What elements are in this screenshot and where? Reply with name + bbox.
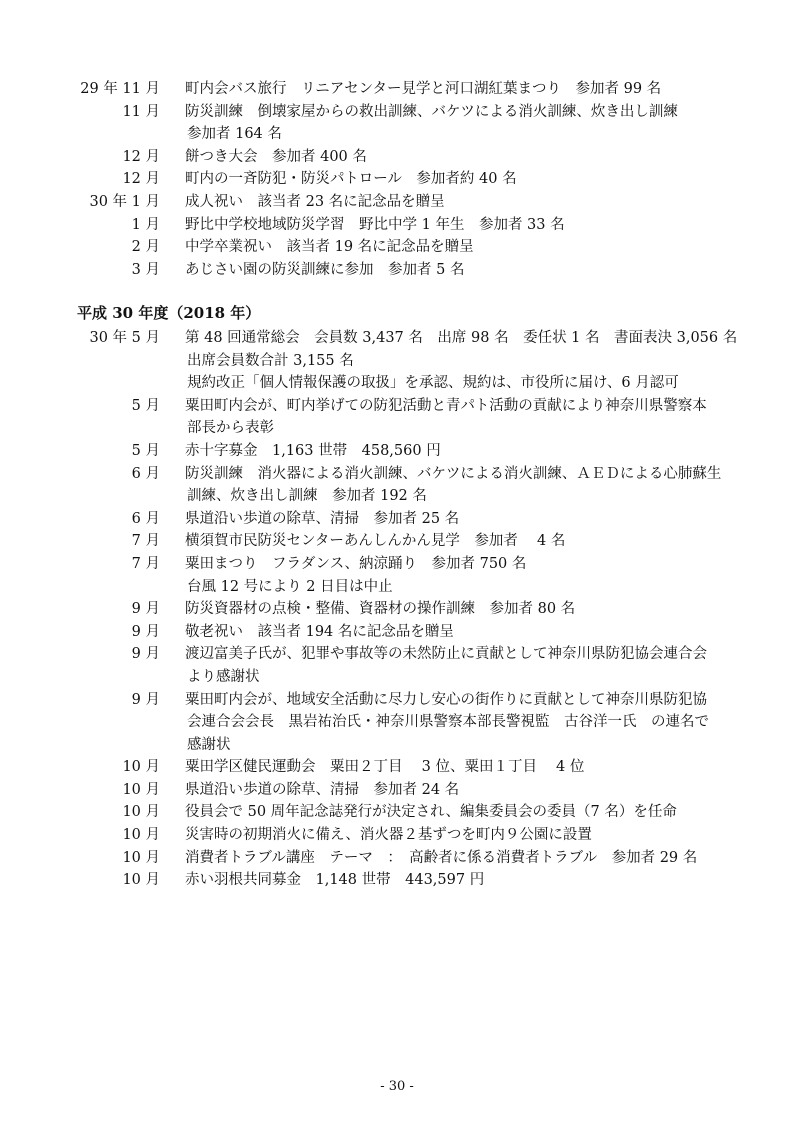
entry-description — [185, 508, 730, 531]
activity-entry — [0, 327, 794, 395]
activity-entry — [0, 168, 794, 191]
activity-entry — [0, 395, 794, 440]
fiscal-year-heading: 平成 30 年度（2018 年） — [77, 304, 261, 322]
entry-text-line: 参加者 164 名 — [187, 126, 282, 143]
activity-entry — [0, 78, 794, 101]
activity-entry — [0, 214, 794, 237]
entry-text-line: 粟田まつり フラダンス、納涼踊り 参加者 750 名 — [185, 555, 527, 572]
entry-text-line: 規約改正「個人情報保護の取扱」を承認、規約は、市役所に届け、6 月認可 — [187, 375, 679, 392]
entry-date: 7 月 — [131, 533, 160, 550]
entry-text-line: 県道沿い歩道の除草、清掃 参加者 24 名 — [185, 781, 460, 798]
entry-text-line: 渡辺富美子氏が、犯罪や事故等の未然防止に貢献として神奈川県防犯協会連合会 — [185, 646, 707, 663]
entry-description — [185, 327, 738, 395]
entry-text-line: 野比中学校地域防災学習 野比中学 1 年生 参加者 33 名 — [185, 216, 565, 233]
entry-date: 7 月 — [131, 555, 160, 572]
entry-date: 9 月 — [131, 623, 160, 640]
entry-text-line: 粟田町内会が、地域安全活動に尽力し安心の街作りに貢献として神奈川県防犯協 — [185, 691, 707, 708]
activity-entry — [0, 824, 794, 847]
entry-text-line: 感謝状 — [187, 736, 231, 753]
entry-description — [185, 530, 730, 553]
entry-text-line: 町内の一斉防犯・防災パトロール 参加者約 40 名 — [185, 171, 517, 188]
entry-text-line: 防災訓練 消火器による消火訓練、バケツによる消火訓練、ＡＥＤによる心肺蘇生 — [185, 465, 722, 482]
entry-text-line: 赤い羽根共同募金 1,148 世帯 443,597 円 — [185, 872, 485, 889]
entry-description — [185, 168, 730, 191]
entry-description — [185, 101, 730, 146]
entry-text-line: 防災訓練 倒壊家屋からの救出訓練、バケツによる消火訓練、炊き出し訓練 — [185, 103, 678, 120]
entry-description — [185, 689, 730, 757]
entry-description — [185, 440, 730, 463]
activity-entry — [0, 689, 794, 757]
entry-description — [185, 869, 730, 892]
entry-date: 3 月 — [131, 261, 160, 278]
activity-entry — [0, 530, 794, 553]
entry-date: 11 月 — [122, 103, 160, 120]
entry-date: 10 月 — [122, 872, 160, 889]
activity-entry — [0, 101, 794, 146]
activity-entry — [0, 756, 794, 779]
entry-description — [185, 191, 730, 214]
entry-description — [185, 824, 730, 847]
entry-text-line: 災害時の初期消火に備え、消火器２基ずつを町内９公園に設置 — [185, 827, 592, 844]
entry-text-line: 中学卒業祝い 該当者 19 名に記念品を贈呈 — [185, 239, 474, 256]
entry-date: 1 月 — [131, 216, 160, 233]
activity-entry — [0, 847, 794, 870]
activity-entry — [0, 598, 794, 621]
entry-text-line: 会連合会会長 黒岩祐治氏・神奈川県警察本部長警視監 古谷洋一氏 の連名で — [187, 714, 709, 731]
entry-text-line: 敬老祝い 該当者 194 名に記念品を贈呈 — [185, 623, 454, 640]
entry-text-line: 防災資器材の点検・整備、資器材の操作訓練 参加者 80 名 — [185, 601, 576, 618]
entry-description — [185, 598, 730, 621]
entry-description — [185, 395, 730, 440]
entry-description — [185, 236, 730, 259]
entry-text-line: 部長から表彰 — [187, 420, 274, 437]
entry-description — [185, 847, 730, 870]
entry-description — [185, 643, 730, 688]
activity-entry — [0, 191, 794, 214]
entry-text-line: より感謝状 — [187, 668, 260, 685]
entry-date: 5 月 — [131, 442, 160, 459]
entry-text-line: 第 48 回通常総会 会員数 3,437 名 出席 98 名 委任状 1 名 書面表決 3,056 名 — [185, 330, 738, 346]
page-number: - 30 - — [380, 1079, 414, 1094]
entry-description — [185, 463, 730, 508]
entry-text-line: 消費者トラブル講座 テーマ ： 高齢者に係る消費者トラブル 参加者 29 名 — [185, 849, 698, 866]
entry-date: 29 年 11 月 — [80, 81, 160, 97]
entry-date: 12 月 — [122, 148, 160, 165]
entry-date: 10 月 — [122, 827, 160, 844]
entry-list — [0, 327, 794, 892]
activity-list-h29 — [0, 78, 794, 281]
entry-description — [185, 621, 730, 644]
entry-text-line: 粟田町内会が、町内挙げての防犯活動と青パト活動の貢献により神奈川県警察本 — [185, 397, 707, 414]
entry-description — [185, 78, 730, 101]
entry-date: 9 月 — [131, 646, 160, 663]
entry-date: 2 月 — [131, 239, 160, 256]
entry-text-line: 粟田学区健民運動会 粟田２丁目 3 位、粟田１丁目 4 位 — [185, 759, 585, 776]
entry-date: 10 月 — [122, 849, 160, 866]
entry-text-line: 県道沿い歩道の除草、清掃 参加者 25 名 — [185, 510, 460, 527]
activity-entry — [0, 643, 794, 688]
entry-date: 6 月 — [131, 510, 160, 527]
activity-entry — [0, 869, 794, 892]
entry-text-line: 町内会バス旅行 リニアセンター見学と河口湖紅葉まつり 参加者 99 名 — [185, 81, 662, 97]
entry-date: 5 月 — [131, 397, 160, 414]
entry-date: 10 月 — [122, 759, 160, 776]
activity-entry — [0, 553, 794, 598]
entry-date: 10 月 — [122, 804, 160, 821]
entry-date: 30 年 5 月 — [89, 330, 160, 346]
entry-description — [185, 214, 730, 237]
entry-list — [0, 78, 794, 281]
entry-text-line: 成人祝い 該当者 23 名に記念品を贈呈 — [185, 193, 445, 210]
entry-description — [185, 779, 730, 802]
activity-entry — [0, 463, 794, 508]
entry-text-line: 餅つき大会 参加者 400 名 — [185, 148, 367, 165]
entry-text-line: 横須賀市民防災センターあんしんかん見学 参加者 4 名 — [185, 533, 566, 550]
entry-description — [185, 146, 730, 169]
entry-date: 12 月 — [122, 171, 160, 188]
entry-description — [185, 801, 730, 824]
entry-text-line: 出席会員数合計 3,155 名 — [187, 352, 354, 369]
entry-description — [185, 553, 730, 598]
activity-entry — [0, 779, 794, 802]
entry-date: 9 月 — [131, 601, 160, 618]
activity-entry — [0, 621, 794, 644]
entry-text-line: 訓練、炊き出し訓練 参加者 192 名 — [187, 488, 427, 505]
activity-entry — [0, 440, 794, 463]
entry-text-line: 赤十字募金 1,163 世帯 458,560 円 — [185, 442, 441, 459]
entry-text-line: 役員会で 50 周年記念誌発行が決定され、編集委員会の委員（7 名）を任命 — [185, 804, 677, 821]
activity-entry — [0, 259, 794, 282]
entry-text-line: 台風 12 号により 2 日目は中止 — [187, 578, 393, 595]
entry-date: 30 年 1 月 — [89, 193, 160, 210]
entry-description — [185, 756, 730, 779]
entry-date: 9 月 — [131, 691, 160, 708]
activity-entry — [0, 236, 794, 259]
entry-date: 10 月 — [122, 781, 160, 798]
activity-entry — [0, 508, 794, 531]
activity-entry — [0, 801, 794, 824]
activity-entry — [0, 146, 794, 169]
entry-date: 6 月 — [131, 465, 160, 482]
entry-description — [185, 259, 730, 282]
entry-text-line: あじさい園の防災訓練に参加 参加者 5 名 — [185, 261, 465, 278]
